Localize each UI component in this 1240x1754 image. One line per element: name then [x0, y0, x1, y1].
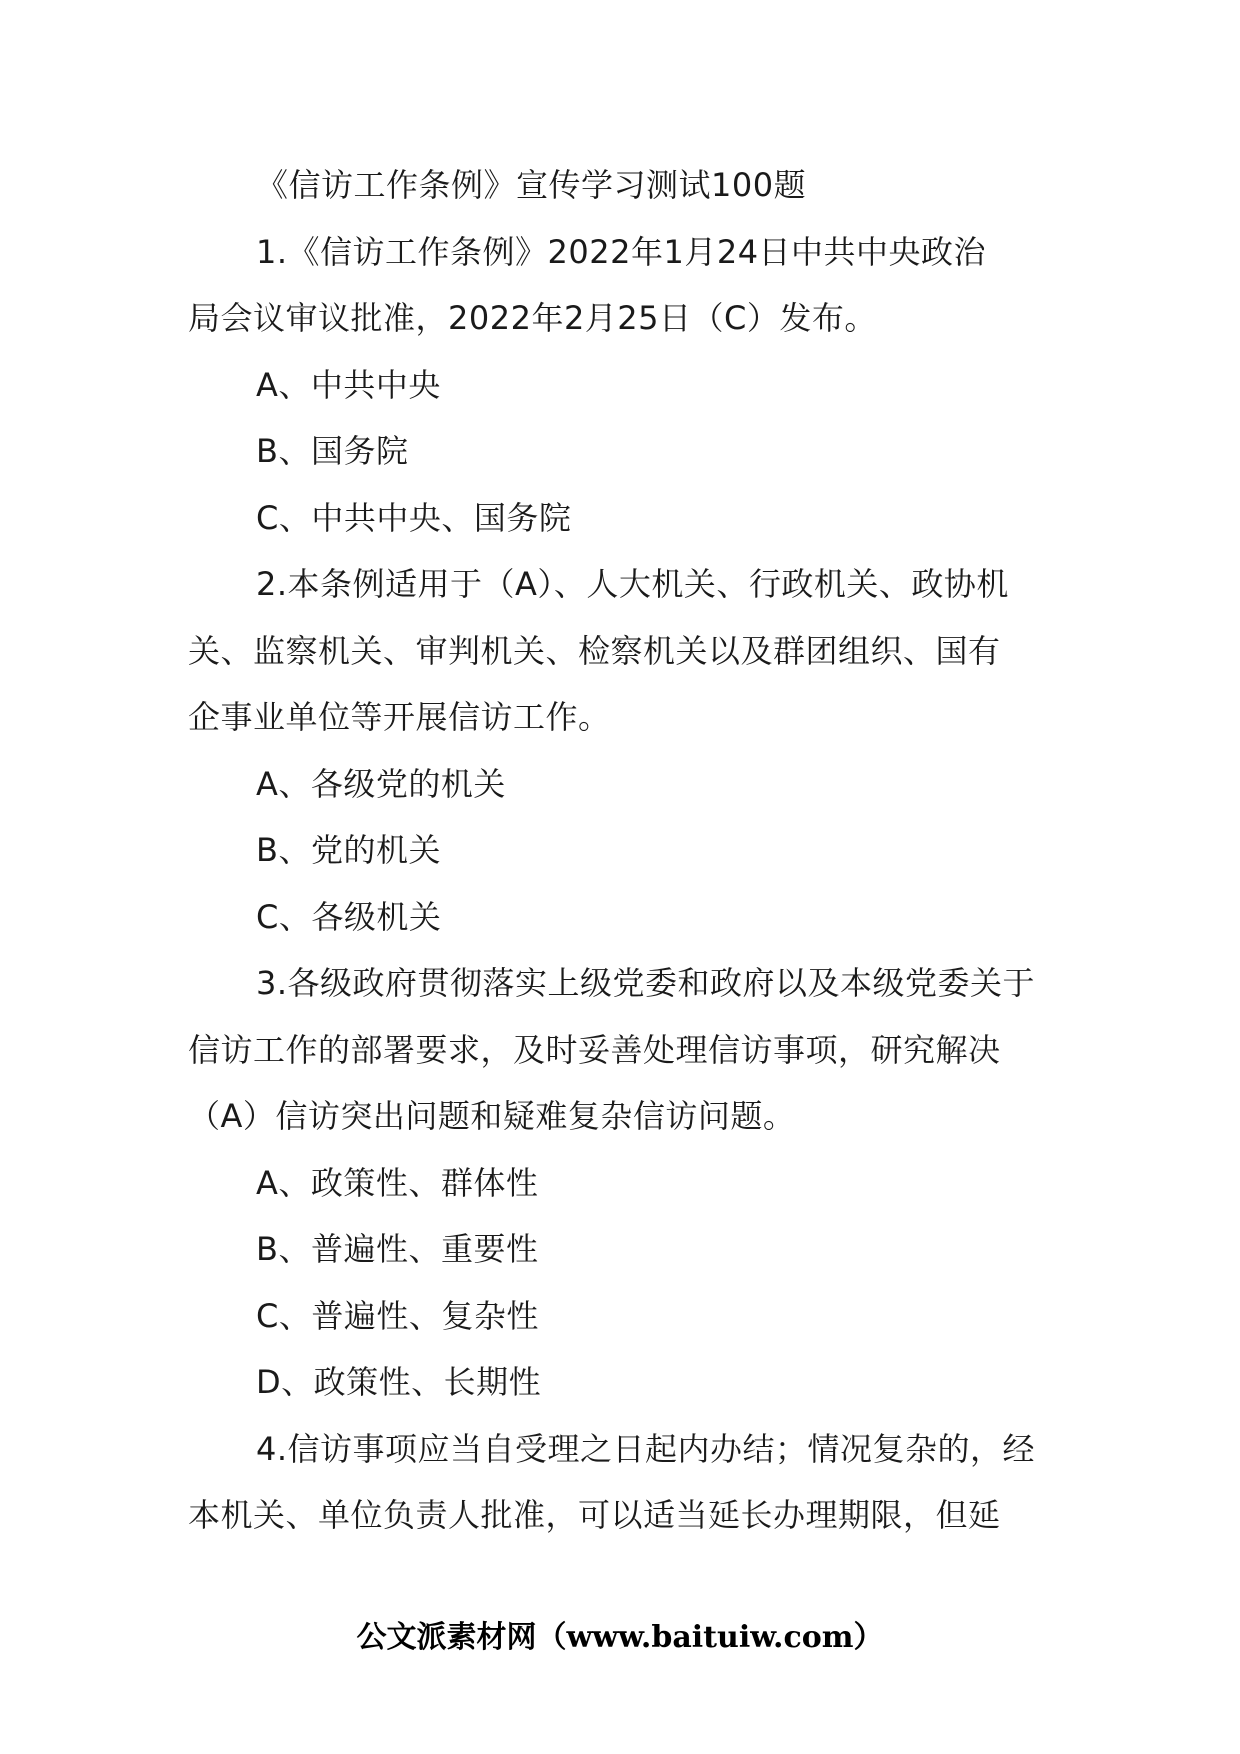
question-3-line-3: （A）信访突出问题和疑难复杂信访问题。	[188, 1097, 796, 1135]
document-body	[188, 152, 1058, 1549]
question-3-option-d: D、政策性、长期性	[256, 1363, 542, 1401]
question-2-line-1: 2.本条例适用于（A）、人大机关、行政机关、政协机	[256, 565, 1009, 603]
question-3-option-c: C、普遍性、复杂性	[256, 1296, 539, 1335]
question-4-line-2: 本机关、单位负责人批准，可以适当延长办理期限，但延	[188, 1496, 1001, 1534]
question-1-line-1: 1.《信访工作条例》2022年1月24日中共中央政治	[256, 232, 987, 271]
question-1-option-a: A、中共中央	[256, 365, 441, 404]
footer-watermark: 公文派素材网（www.baituiw.com）	[356, 1620, 884, 1655]
question-2-line-3: 企事业单位等开展信访工作。	[188, 698, 611, 736]
question-4-line-1: 4.信访事项应当自受理之日起内办结；情况复杂的，经	[256, 1429, 1036, 1468]
question-2-option-b: B、党的机关	[256, 831, 441, 869]
question-2-option-a: A、各级党的机关	[256, 764, 506, 803]
question-3-option-b: B、普遍性、重要性	[256, 1230, 539, 1268]
question-3-option-a: A、政策性、群体性	[256, 1163, 539, 1202]
question-2-line-2: 关、监察机关、审判机关、检察机关以及群团组织、国有	[188, 631, 1001, 670]
question-3-line-2: 信访工作的部署要求，及时妥善处理信访事项，研究解决	[188, 1030, 1001, 1069]
question-1-option-b: B、国务院	[256, 432, 409, 470]
question-2-option-c: C、各级机关	[256, 897, 442, 936]
question-3-line-1: 3.各级政府贯彻落实上级党委和政府以及本级党委关于	[256, 964, 1036, 1002]
document-title: 《信访工作条例》宣传学习测试100题	[256, 166, 807, 204]
question-1-option-c: C、中共中央、国务院	[256, 498, 572, 537]
question-1-line-2: 局会议审议批准，2022年2月25日（C）发布。	[188, 299, 877, 337]
